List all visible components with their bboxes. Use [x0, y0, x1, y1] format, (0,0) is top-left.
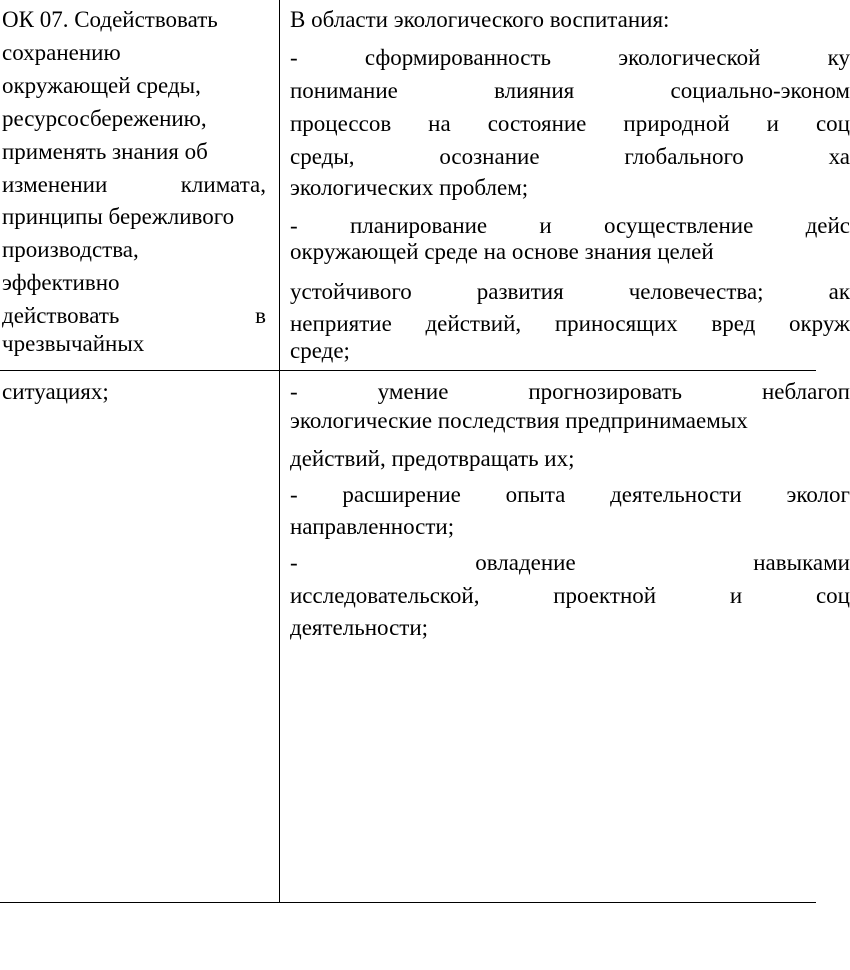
text-line: экологических проблем;	[290, 175, 529, 200]
word: ку	[827, 45, 850, 70]
word: устойчивого	[290, 279, 412, 304]
word: состояние	[487, 111, 587, 136]
column-divider	[279, 0, 280, 903]
text-line	[290, 110, 850, 140]
text-line: эффективно	[2, 270, 120, 295]
text-line	[290, 278, 850, 308]
text-line	[290, 143, 850, 173]
word: -	[290, 213, 298, 238]
word: природной	[623, 111, 730, 136]
word: социально-эконом	[670, 78, 850, 103]
text-line	[290, 310, 850, 340]
word: и	[539, 213, 552, 238]
word: экологической	[618, 45, 761, 70]
text-line	[290, 44, 850, 74]
word: -	[290, 550, 298, 575]
word: на	[428, 111, 451, 136]
word: дейс	[805, 213, 850, 238]
text-line	[2, 302, 266, 332]
word: ха	[828, 144, 850, 169]
word: овладение	[475, 550, 576, 575]
text-line	[2, 171, 266, 201]
row2-results-cell	[290, 371, 850, 902]
word: осознание	[439, 144, 540, 169]
word: осуществление	[603, 213, 754, 238]
text-line: ОК 07. Содействовать	[2, 7, 218, 32]
word: действий,	[425, 311, 522, 336]
row2-competency-cell	[2, 371, 270, 902]
word: -	[290, 45, 298, 70]
word: развития	[476, 279, 564, 304]
text-line: принципы бережливого	[2, 204, 235, 229]
row1-results-cell	[290, 0, 850, 370]
word: умение	[377, 379, 449, 404]
word: ак	[828, 279, 850, 304]
word: вред	[711, 311, 756, 336]
word: климата,	[180, 172, 266, 197]
text-line: направленности;	[290, 514, 455, 539]
text-line	[290, 481, 850, 511]
word: исследовательской,	[290, 583, 480, 608]
text-line: применять знания об	[2, 139, 208, 164]
word: человечества;	[628, 279, 764, 304]
word: в	[255, 303, 266, 328]
text-line	[290, 549, 850, 579]
text-line: ресурсосбережению,	[2, 106, 207, 131]
word: расширение	[342, 482, 461, 507]
word: окруж	[788, 311, 850, 336]
text-line: среде;	[290, 338, 350, 363]
word: неблагоп	[761, 379, 850, 404]
word: проектной	[553, 583, 657, 608]
word: и	[766, 111, 779, 136]
word: навыками	[753, 550, 850, 575]
word: среды,	[290, 144, 355, 169]
word: и	[729, 583, 743, 608]
word: прогнозировать	[528, 379, 683, 404]
word: глобального	[624, 144, 744, 169]
text-line: производства,	[2, 237, 139, 262]
word: опыта	[505, 482, 566, 507]
text-line: действий, предотвращать их;	[290, 446, 575, 471]
word: изменении	[2, 172, 108, 197]
word: -	[290, 379, 298, 404]
word: -	[290, 482, 298, 507]
text-line: экологические последствия предпринимаемых	[290, 408, 748, 433]
text-line: сохранению	[2, 40, 121, 65]
word: сформированность	[364, 45, 552, 70]
word: понимание	[290, 78, 398, 103]
text-line: чрезвычайных	[2, 331, 145, 356]
text-line: деятельности;	[290, 615, 429, 640]
text-line	[290, 378, 850, 408]
word: влияния	[494, 78, 575, 103]
word: эколог	[786, 482, 850, 507]
word: соц	[815, 583, 850, 608]
text-line	[290, 77, 850, 107]
word: процессов	[290, 111, 392, 136]
text-line: ситуациях;	[2, 379, 109, 404]
text-line: окружающей среде на основе знания целей	[290, 239, 714, 264]
word: планирование	[349, 213, 488, 238]
word: соц	[815, 111, 850, 136]
table-bottom-border	[0, 902, 816, 903]
section-heading: В области экологического воспитания:	[290, 7, 670, 32]
word: приносящих	[554, 311, 678, 336]
word: неприятие	[290, 311, 392, 336]
row1-competency-cell	[2, 0, 270, 370]
word: действовать	[2, 303, 120, 328]
text-line	[290, 582, 850, 612]
word: деятельности	[610, 482, 742, 507]
text-line: окружающей среды,	[2, 73, 201, 98]
